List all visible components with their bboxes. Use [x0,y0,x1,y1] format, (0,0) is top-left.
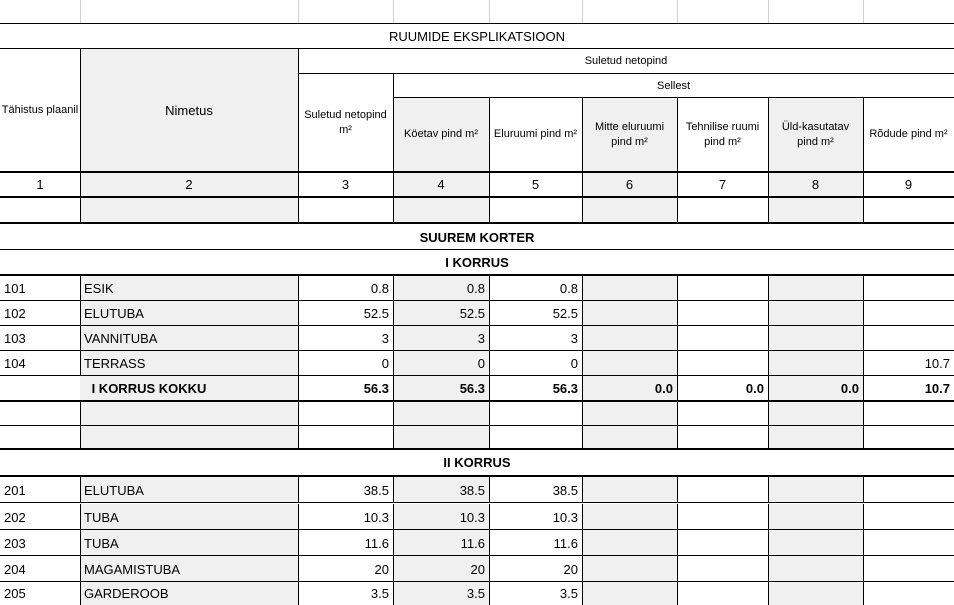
value-col-7 [677,326,768,350]
room-name: GARDEROOB [84,586,169,601]
grid-line [298,582,299,605]
value-col-3: 20 [374,561,389,577]
header-mitte: Mitte eluruumi pind m² [594,120,665,148]
grid-line [298,198,299,222]
grid-line [768,326,769,350]
grid-line [393,530,394,556]
grid-line [768,301,769,325]
value-col-8 [768,582,863,605]
grid-line [677,301,678,325]
grid-line [298,301,299,325]
value-col-8 [768,556,863,582]
room-id: 205 [4,586,26,601]
grid-line [582,402,583,426]
grid-line [677,582,678,605]
grid-line [298,49,299,171]
grid-line [298,173,299,196]
value-col-4: 11.6 [460,535,485,551]
cell-shaded [582,402,677,426]
cell-shaded [582,198,677,222]
column-number: 3 [341,177,350,192]
cell-shaded [80,198,298,222]
grid-line [768,556,769,582]
grid-line [298,276,299,300]
grid-line [582,426,583,450]
grid-line [80,582,81,605]
value-col-4: 20 [470,561,485,577]
grid-line [80,426,81,450]
room-name: MAGAMISTUBA [84,561,181,577]
header-suletud-group: Suletud netopind [584,55,668,67]
column-number: 1 [36,177,44,192]
value-col-6 [582,477,677,503]
grid-line [768,530,769,556]
room-id: 101 [4,280,26,296]
column-number: 8 [811,177,820,192]
value-col-8 [768,351,863,375]
value-col-9 [863,276,954,300]
column-number: 4 [437,177,445,192]
section-title: SUUREM KORTER [419,230,535,245]
floor-title: II KORRUS [443,455,511,470]
grid-line [768,276,769,300]
value-col-4: 52.5 [459,305,485,321]
grid-line [489,276,490,300]
grid-line [80,276,81,300]
value-col-9 [863,326,954,350]
value-col-3: 10.3 [363,509,389,525]
grid-line [80,504,81,530]
grid-line [582,376,583,401]
grid-line [80,402,81,426]
value-col-8 [768,530,863,556]
room-name: VANNITUBA [84,330,158,346]
value-col-9 [863,301,954,325]
cell-shaded [768,198,863,222]
cell-shaded [393,426,489,450]
value-col-8 [768,326,863,350]
grid-line [80,556,81,582]
grid-line [489,376,490,401]
column-number: 9 [904,177,913,192]
grid-line [393,198,394,222]
grid-line [393,351,394,375]
grid-line [863,402,864,426]
grid-line [582,504,583,530]
grid-line [582,98,583,171]
value-col-4: 10.3 [459,509,485,525]
grid-line [489,173,490,196]
header-eluruumi: Eluruumi pind m² [493,128,578,140]
room-id: 204 [4,561,26,577]
grid-line [80,49,81,171]
room-id: 103 [4,330,26,346]
column-number: 5 [531,177,540,192]
cell-shaded [393,402,489,426]
grid-line [393,173,394,196]
value-col-9: 10.7 [924,355,950,371]
value-col-8 [768,477,863,503]
grid-line [489,556,490,582]
room-name: TUBA [84,509,119,525]
value-col-4: 0.8 [466,280,485,296]
value-col-3: 0.8 [370,280,389,296]
grid-line [677,530,678,556]
grid-line [863,582,864,605]
grid-line [80,301,81,325]
grid-line [298,376,299,401]
room-id: 104 [4,355,26,371]
value-col-7 [677,276,768,300]
grid-line [489,582,490,605]
grid-line [863,426,864,450]
value-col-6 [582,582,677,605]
grid-line [393,376,394,401]
grid-line [80,477,81,503]
grid-line [863,376,864,401]
grid-line [677,173,678,196]
grid-line [863,98,864,171]
grid-line [768,582,769,605]
grid-line [768,173,769,196]
grid-line [80,351,81,375]
grid-line [768,351,769,375]
value-col-6 [582,556,677,582]
grid-line [582,173,583,196]
grid-line [489,98,490,171]
value-col-5: 11.6 [553,535,578,551]
value-col-8: 0.0 [840,381,859,396]
grid-line [677,198,678,222]
grid-line [489,426,490,450]
value-col-6 [582,351,677,375]
grid-line [489,326,490,350]
header-tahistus: Tähistus plaanil [1,103,79,116]
grid-line [677,556,678,582]
room-name: ELUTUBA [84,482,144,498]
grid-line [298,556,299,582]
grid-line [768,477,769,503]
value-col-7 [677,301,768,325]
grid-line [0,222,954,224]
grid-line [582,326,583,350]
grid-line [768,376,769,401]
column-number: 6 [625,177,634,192]
value-col-8 [768,301,863,325]
value-col-4: 38.5 [459,482,485,498]
floor-title: I KORRUS [445,255,509,270]
grid-line [582,198,583,222]
grid-line [677,402,678,426]
value-col-5: 10.3 [552,509,578,525]
grid-line [393,582,394,605]
value-col-4: 56.3 [459,381,485,396]
value-col-6 [582,504,677,530]
grid-line [582,582,583,605]
grid-line [393,477,394,503]
value-col-7 [677,530,768,556]
grid-line [298,530,299,556]
value-col-5: 56.3 [552,381,578,396]
grid-line [768,98,769,171]
grid-line [489,351,490,375]
room-name: ESIK [84,280,114,296]
cell-shaded [768,426,863,450]
value-col-5: 38.5 [552,482,578,498]
value-col-3: 0 [381,355,389,371]
header-koetav: Köetav pind m² [404,128,478,140]
value-col-5: 0.8 [559,280,578,296]
value-col-3: 52.5 [363,305,389,321]
grid-line [393,556,394,582]
header-rodude: Rõdude pind m² [869,128,948,140]
gridline-light [80,0,81,23]
room-id: 102 [4,305,26,321]
grid-line [393,74,394,171]
value-col-9 [863,477,954,503]
header-tehnilise: Tehnilise ruumi pind m² [685,120,760,148]
value-col-3: 56.3 [363,381,389,396]
value-col-4: 0 [477,355,485,371]
room-id: 202 [4,509,26,525]
grid-line [393,504,394,530]
cell-shaded [768,402,863,426]
column-number: 2 [185,177,193,192]
value-col-4: 3 [477,330,485,346]
grid-line [393,326,394,350]
grid-line [80,530,81,556]
value-col-7 [677,556,768,582]
value-col-3: 11.6 [364,535,389,551]
room-id: 201 [4,482,26,498]
value-col-6: 0.0 [654,381,673,396]
header-uld: Üld-kasutatav pind m² [781,120,850,148]
grid-line [582,477,583,503]
room-name: TUBA [84,535,119,551]
cell-shaded [393,198,489,222]
value-col-7 [677,582,768,605]
grid-line [863,326,864,350]
grid-line [489,402,490,426]
gridline-light [489,0,490,23]
value-col-9 [863,504,954,530]
value-col-9 [863,530,954,556]
value-col-4: 3.5 [466,586,485,601]
room-id: 203 [4,535,26,551]
grid-line [582,530,583,556]
grid-line [677,351,678,375]
cell-shaded [80,426,298,450]
value-col-9 [863,582,954,605]
value-col-6 [582,301,677,325]
value-col-5: 3.5 [559,586,578,601]
grid-line [298,504,299,530]
grid-line [582,556,583,582]
grid-line [677,504,678,530]
grid-line [768,504,769,530]
value-col-5: 3 [570,330,578,346]
grid-line [393,426,394,450]
gridline-light [393,0,394,23]
room-name: TERRASS [84,355,146,371]
grid-line [768,402,769,426]
value-col-3: 38.5 [363,482,389,498]
gridline-light [677,0,678,23]
grid-line [489,530,490,556]
grid-line [863,351,864,375]
grid-line [393,276,394,300]
value-col-6 [582,530,677,556]
grid-line [489,301,490,325]
value-col-3: 3 [381,330,389,346]
gridline-light [768,0,769,23]
grid-line [677,326,678,350]
grid-line [393,301,394,325]
grid-line [393,402,394,426]
value-col-8 [768,504,863,530]
value-col-7 [677,504,768,530]
grid-line [298,426,299,450]
value-col-6 [582,326,677,350]
grid-line [677,426,678,450]
grid-line [677,98,678,171]
grid-line [298,402,299,426]
grid-line [393,97,954,98]
gridline-light [582,0,583,23]
total-label: I KORRUS KOKKU [91,381,207,396]
grid-line [863,173,864,196]
grid-line [863,276,864,300]
grid-line [298,73,954,74]
grid-line [863,301,864,325]
value-col-7 [677,477,768,503]
cell-shaded [80,402,298,426]
cell-shaded [582,426,677,450]
value-col-5: 0 [570,355,578,371]
grid-line [863,504,864,530]
grid-line [677,376,678,401]
room-name: ELUTUBA [84,305,144,321]
grid-line [863,556,864,582]
grid-line [863,477,864,503]
grid-line [768,198,769,222]
table-title: RUUMIDE EKSPLIKATSIOON [388,28,565,44]
value-col-7: 0.0 [745,381,764,396]
grid-line [298,326,299,350]
grid-line [80,173,81,196]
grid-line [298,477,299,503]
grid-line [582,276,583,300]
grid-line [0,502,954,503]
header-nimetus: Nimetus [165,102,213,118]
grid-line [863,198,864,222]
grid-line [80,326,81,350]
grid-line [80,198,81,222]
column-number: 7 [718,177,727,192]
grid-line [489,504,490,530]
grid-line [582,301,583,325]
value-col-6 [582,276,677,300]
value-col-9 [863,556,954,582]
grid-line [768,426,769,450]
grid-line [863,530,864,556]
gridline-light [298,0,299,23]
value-col-9: 10.7 [924,381,950,396]
value-col-5: 52.5 [552,305,578,321]
grid-line [298,351,299,375]
grid-line [677,477,678,503]
value-col-8 [768,276,863,300]
value-col-5: 20 [563,561,578,577]
grid-line [582,351,583,375]
header-suletud: Suletud netopind m² [304,108,387,136]
header-sellest: Sellest [656,80,691,92]
value-col-7 [677,351,768,375]
value-col-3: 3.5 [370,586,389,601]
grid-line [677,276,678,300]
gridline-light [863,0,864,23]
grid-line [489,477,490,503]
grid-line [489,198,490,222]
